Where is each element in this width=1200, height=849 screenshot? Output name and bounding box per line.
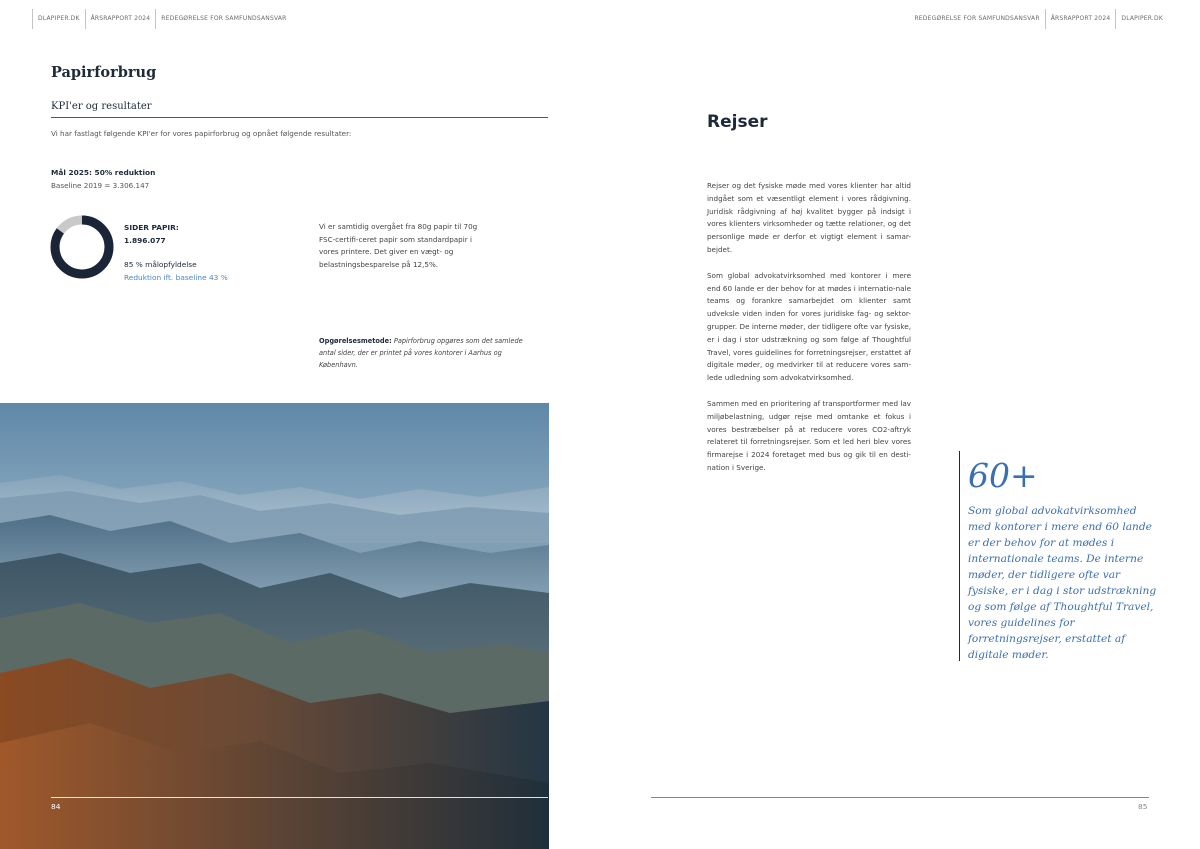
goal-text: Mål 2025: 50% reduktion: [51, 168, 156, 177]
fulfilment-text: 85 % målopfyldelse: [124, 260, 197, 269]
kpi-block: [124, 221, 179, 247]
header-link-section[interactable]: REDEGØRELSE FOR SAMFUNDSANSVAR: [155, 9, 291, 29]
rejser-paragraph: Som global advokatvirksomhed med kontorer i mere end 60 lande er der behov for at mødes i internatio-nale teams og forankre samarbejdet om klienter samt udveksle viden inden for vores juridiske fag- og sektor-grupper. De interne møder, der tidligere ofte var fysiske, er i dag i stor udstrækning og som følge af Thoughtful Travel, vores guidelines for forretningsrejser, erstattet af digitale møder, og medvirker til at reducere vores sam-lede udledning som advokatvirksomhed.: [707, 270, 911, 383]
highlight-number: 60+: [968, 456, 1038, 495]
header-link-report[interactable]: ÅRSRAPPORT 2024: [1046, 9, 1117, 29]
intro-text: Vi har fastlagt følgende KPI'er for vores papirforbrug og opnået følgende resultater:: [51, 129, 352, 138]
page-number-right: 85: [1138, 802, 1148, 811]
kpi-value: 1.896.077: [124, 236, 166, 245]
footer-divider-right: [651, 797, 1149, 798]
pull-quote: Som global advokatvirksomhed med kontorer i mere end 60 lande er der behov for at mødes i internationale teams. De interne møder, der tidligere ofte var fysiske, er i dag i stor udstrækning og som følge af Thoughtful Travel, vores guidelines for forretningsrejser, erstattet af digitale møder.: [968, 505, 1157, 661]
rejser-title: Rejser: [707, 112, 768, 132]
page-title: Papirforbrug: [51, 64, 157, 81]
header-link-site[interactable]: DLAPIPER.DK: [1121, 15, 1163, 22]
section-subtitle: KPI'er og resultater: [51, 101, 548, 118]
quote-accent-bar: [959, 451, 960, 661]
paper-paragraph: Vi er samtidig overgået fra 80g papir til 70g FSC-certifi-ceret papir som standardpapir i vores printere. Det giver en vægt- og belastningsbesparelse på 12,5%.: [319, 222, 478, 269]
footer-divider-left: [51, 797, 548, 798]
rejser-body: [707, 180, 911, 488]
header-link-report[interactable]: ÅRSRAPPORT 2024: [85, 9, 156, 29]
method-note: [319, 335, 539, 371]
reduction-text: Reduktion ift. baseline 43 %: [124, 273, 228, 282]
mountain-landscape-photo: [0, 403, 549, 849]
rejser-paragraph: Sammen med en prioritering af transportformer med lav miljøbelastning, udgør rejse med omtanke et fokus i vores bestræbelser på at reducere vores CO2-aftryk relateret til forretningsrejser. Som et led heri blev vores firmarejse i 2024 foretaget med bus og gik til en desti-nation i Sverige.: [707, 398, 911, 472]
header-link-section[interactable]: REDEGØRELSE FOR SAMFUNDSANSVAR: [909, 9, 1045, 29]
method-label: Opgørelsesmetode:: [319, 337, 392, 345]
header-nav-left: [32, 9, 292, 29]
header-link-site[interactable]: DLAPIPER.DK: [32, 9, 85, 29]
baseline-text: Baseline 2019 = 3.306.147: [51, 181, 150, 190]
rejser-paragraph: Rejser og det fysiske møde med vores klienter har altid indgået som et væsentligt element i vores rådgivning. Juridisk rådgivning af høj kvalitet bygger på indsigt i vores klienters virksomheder og tætte relationer, og det personlige møde er derfor et vigtigt element i samar-bejdet.: [707, 181, 911, 254]
header-nav-right: [909, 9, 1168, 29]
paper-donut-chart: [50, 215, 114, 279]
kpi-label: SIDER PAPIR:: [124, 223, 179, 232]
page-number-left: 84: [51, 802, 61, 811]
method-text: Papirforbrug opgøres som det samlede antal sider, der er printet på vores kontorer i Aarhus og København.: [319, 337, 523, 369]
